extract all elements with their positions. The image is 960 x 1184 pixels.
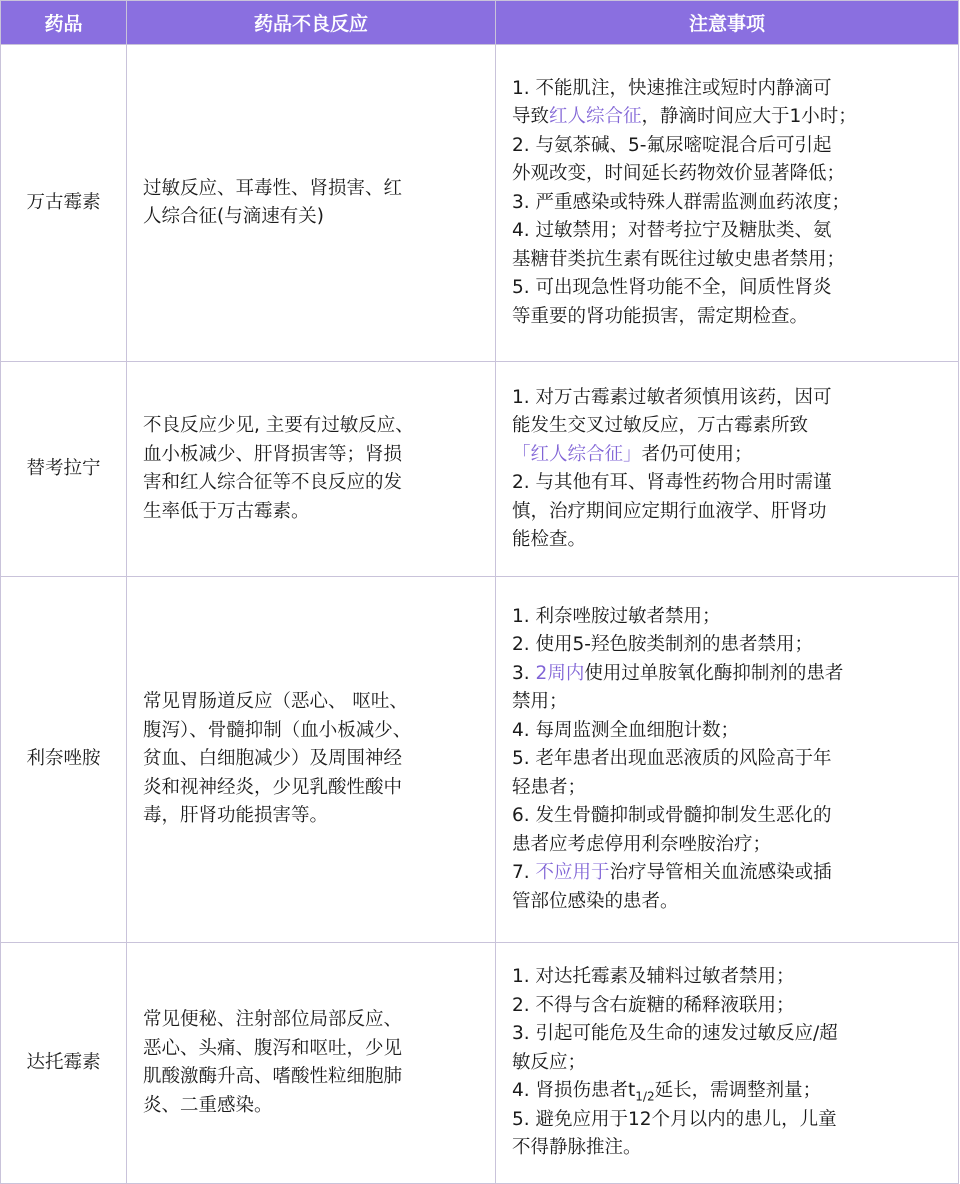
drug-name-cell [1,577,127,943]
note-text: 慎，治疗期间应定期行血液学、肝肾功 [512,500,827,522]
note-text: 基糖苷类抗生素有既往过敏史患者禁用； [512,248,846,270]
note-text: 使用过单胺氧化酶抑制剂的患者 [584,662,844,684]
note-text: 轻患者； [512,776,587,798]
note-line [512,246,948,275]
drug-name-cell [1,943,127,1184]
adverse-reaction-line: 不良反应少见, 主要有过敏反应、 [143,415,414,436]
note-text: 禁用； [512,691,568,713]
note-line [512,526,948,555]
note-line [512,274,948,303]
note-line [512,75,948,104]
highlighted-text: 红人综合征 [549,106,642,128]
adverse-reaction-line: 炎和视神经炎，少见乳酸性酸中 [143,776,403,798]
note-text: 3. [512,662,536,684]
note-line [512,132,948,161]
adverse-reaction-line: 血小板减少、肝肾损害等；肾损 [143,443,403,465]
adverse-reaction-cell [127,45,496,362]
note-text: 外观改变，时间延长药物效价显著降低； [512,163,846,185]
adverse-reaction-cell [127,362,496,577]
note-text: 6. 发生骨髓抑制或骨髓抑制发生恶化的 [512,805,832,827]
note-text: 4. 每周监测全血细胞计数； [512,719,740,741]
adverse-reaction-line: 炎、二重感染。 [143,1094,273,1116]
note-line [512,103,948,132]
notes-cell [496,45,959,362]
notes-cell [496,577,959,943]
adverse-reaction-line: 恶心、头痛、腹泻和呕吐，少见 [143,1037,403,1059]
note-line [512,160,948,189]
note-text: 治疗导管相关血流感染或插 [609,862,832,884]
header-drug: 药品 [1,1,127,45]
note-line [512,412,948,441]
drug-name: 替考拉宁 [26,457,101,479]
note-line [512,384,948,413]
note-text: 4. 肾损伤患者t [512,1080,636,1102]
drug-name-cell [1,45,127,362]
note-text: 敏反应； [512,1051,587,1073]
adverse-reaction-line: 常见胃肠道反应（恶心、 呕吐、 [143,691,408,713]
note-line [512,189,948,218]
note-text: 4. 过敏禁用；对替考拉宁及糖肽类、氨 [512,220,832,242]
adverse-reaction-line: 腹泻）、骨髓抑制（血小板减少、 [143,719,412,741]
subscript-text: 1/2 [635,1089,655,1104]
note-text: 1. 利奈唑胺过敏者禁用； [512,605,721,627]
highlighted-text: 2周内 [535,662,585,684]
note-line [512,603,948,632]
note-text: 2. 与其他有耳、肾毒性药物合用时需谨 [512,472,832,493]
note-line [512,441,948,470]
table-row [1,362,959,577]
note-text: 5. 避免应用于12个月以内的患儿，儿童 [512,1108,837,1130]
highlighted-text: 「红人综合征」 [512,443,642,465]
note-text: 能检查。 [512,529,587,550]
note-line [512,1134,948,1163]
note-text: 管部位感染的患者。 [512,890,679,912]
note-line [512,469,948,498]
note-text: 2. 使用5-羟色胺类制剂的患者禁用； [512,634,813,656]
note-line [512,963,948,992]
note-text: 不得静脉推注。 [512,1137,642,1159]
note-line [512,992,948,1021]
table-row [1,577,959,943]
note-line [512,831,948,860]
note-line [512,688,948,717]
note-text: 1. 不能肌注，快速推注或短时内静滴可 [512,77,832,99]
note-text: 者仍可使用； [641,443,753,465]
table-row [1,45,959,362]
notes-cell [496,362,959,577]
note-text: 5. 可出现急性肾功能不全，间质性肾炎 [512,277,832,299]
adverse-reaction-line: 生率低于万古霉素。 [143,500,310,522]
adverse-reaction-line: 贫血、白细胞减少）及周围神经 [143,748,403,770]
note-line [512,303,948,332]
header-adverse-reactions: 药品不良反应 [127,1,496,45]
note-line [512,631,948,660]
drug-name: 达托霉素 [26,1051,101,1073]
note-text: 1. 对万古霉素过敏者须慎用该药，因可 [512,386,832,408]
note-line [512,217,948,246]
note-line [512,660,948,689]
note-text: ，静滴时间应大于1小时； [641,106,857,128]
note-text: 导致 [512,106,550,128]
note-line [512,1020,948,1049]
note-line [512,859,948,888]
note-line [512,1106,948,1135]
note-text: 患者应考虑停用利奈唑胺治疗； [512,833,772,855]
note-text: 5. 老年患者出现血恶液质的风险高于年 [512,748,832,770]
note-text: 2. 不得与含右旋糖的稀释液联用； [512,994,795,1016]
note-line [512,1049,948,1078]
adverse-reaction-line: 毒，肝肾功能损害等。 [143,805,329,827]
note-text: 3. 引起可能危及生命的速发过敏反应/超 [512,1023,838,1045]
adverse-reaction-line: 人综合征(与滴速有关) [143,206,324,227]
note-line [512,774,948,803]
note-text: 2. 与氨茶碱、5-氟尿嘧啶混合后可引起 [512,134,832,156]
adverse-reaction-cell [127,943,496,1184]
note-line [512,802,948,831]
header-notes: 注意事项 [496,1,959,45]
adverse-reaction-line: 害和红人综合征等不良反应的发 [143,472,403,493]
highlighted-text: 不应用于 [535,862,610,884]
note-line [512,498,948,527]
note-text: 延长，需调整剂量； [654,1080,822,1102]
table-header-row [1,1,959,45]
note-line [512,1077,948,1106]
notes-cell [496,943,959,1184]
note-line [512,888,948,917]
note-text: 等重要的肾功能损害，需定期检查。 [512,305,809,327]
drug-name: 利奈唑胺 [26,748,101,770]
drug-name: 万古霉素 [26,191,101,213]
adverse-reaction-cell [127,577,496,943]
table-row [1,943,959,1184]
note-text: 能发生交叉过敏反应，万古霉素所致 [512,415,809,436]
note-text: 7. [512,862,536,884]
note-text: 1. 对达托霉素及辅料过敏者禁用； [512,966,795,988]
note-line [512,717,948,746]
note-text: 3. 严重感染或特殊人群需监测血药浓度； [512,191,851,213]
adverse-reaction-line: 常见便秘、注射部位局部反应、 [143,1009,403,1030]
adverse-reaction-line: 肌酸激酶升高、嗜酸性粒细胞肺 [143,1066,403,1087]
note-line [512,745,948,774]
drug-name-cell [1,362,127,577]
adverse-reaction-line: 过敏反应、耳毒性、肾损害、红 [143,177,403,199]
